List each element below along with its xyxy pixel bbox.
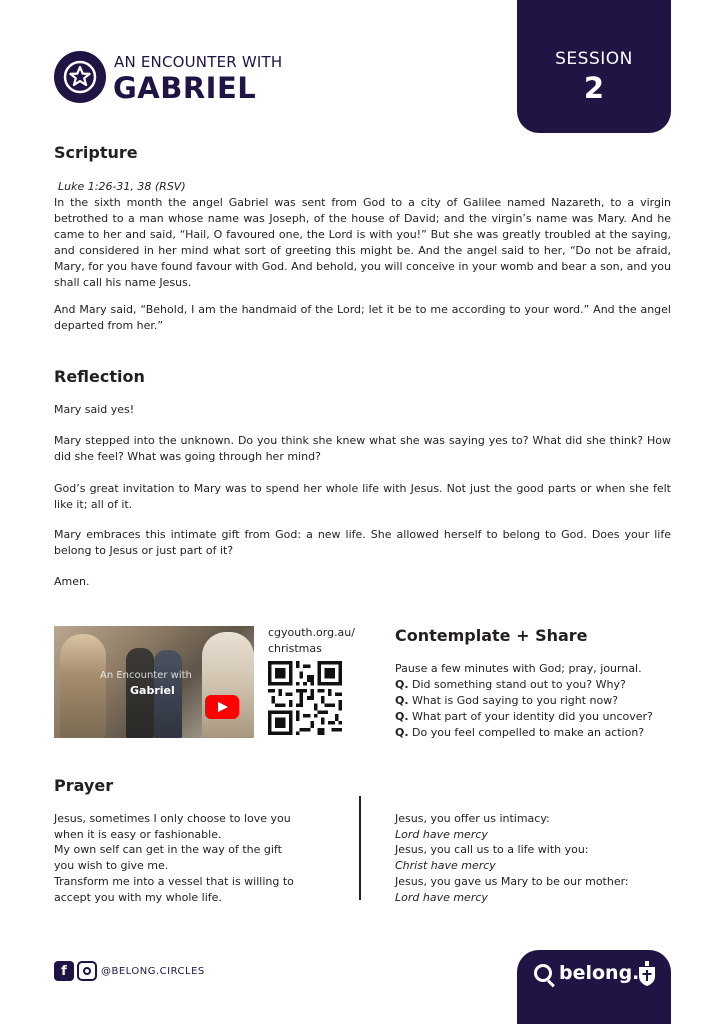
- prayer-line: you wish to give me.: [54, 859, 169, 873]
- contemplate-heading: Contemplate + Share: [395, 626, 588, 645]
- statue-figure: [60, 634, 106, 738]
- question-prefix: Q.: [395, 694, 409, 707]
- prayer-left-column: [54, 811, 294, 905]
- prayer-response: Christ have mercy: [395, 859, 496, 873]
- prayer-line: Jesus, sometimes I only choose to love you: [54, 812, 291, 825]
- prayer-line: when it is easy or fashionable.: [54, 827, 222, 841]
- video-overlay-name: Gabriel: [130, 684, 175, 697]
- question-prefix: Q.: [395, 710, 409, 723]
- qr-code-icon: [268, 661, 342, 735]
- brand-footer: [517, 950, 671, 1024]
- brand-name: belong.: [559, 962, 640, 984]
- crest-icon: [637, 961, 657, 987]
- prayer-line: Jesus, you offer us intimacy:: [395, 812, 550, 825]
- prayer-response: Lord have mercy: [395, 827, 488, 841]
- page-title: GABRIEL: [113, 71, 257, 105]
- contemplate-question: [395, 709, 653, 725]
- session-number: 2: [583, 71, 605, 105]
- scripture-text: [54, 179, 671, 291]
- star-logo: [54, 51, 106, 103]
- contemplate-question: [395, 693, 618, 709]
- prayer-heading: Prayer: [54, 776, 114, 795]
- video-overlay-title: An Encounter with: [100, 670, 192, 681]
- prayer-divider: [359, 796, 361, 900]
- prayer-line: My own self can get in the way of the gift: [54, 843, 282, 857]
- reflection-paragraph-5: Amen.: [54, 575, 90, 588]
- belong-logo-icon: [534, 964, 552, 982]
- reflection-paragraph-2: Mary stepped into the unknown. Do you think she knew what she was saying yes to? What did she think? How did she feel? What was going through her mind?: [54, 434, 671, 463]
- prayer-line: Jesus, you gave us Mary to be our mother:: [395, 874, 629, 888]
- facebook-glyph: f: [61, 963, 67, 979]
- session-badge: [517, 0, 671, 133]
- question-prefix: Q.: [395, 678, 409, 691]
- statue-figure: [202, 632, 254, 738]
- reflection-paragraph-1: Mary said yes!: [54, 403, 135, 416]
- scripture-reference: Luke 1:26-31, 38 (RSV): [58, 180, 186, 193]
- session-label: SESSION: [555, 49, 633, 69]
- link-url-line-2[interactable]: christmas: [268, 642, 322, 655]
- contemplate-intro: Pause a few minutes with God; pray, journal.: [395, 662, 642, 675]
- youtube-play-icon[interactable]: [205, 695, 239, 719]
- question-text: What is God saying to you right now?: [412, 694, 619, 707]
- scripture-paragraph-2: And Mary said, “Behold, I am the handmaid of the Lord; let it be to me according to your word.” And the angel departed from her.”: [54, 303, 671, 332]
- prayer-response: Lord have mercy: [395, 890, 488, 904]
- question-prefix: Q.: [395, 726, 409, 739]
- video-thumbnail[interactable]: [54, 626, 254, 738]
- contemplate-question: [395, 677, 626, 693]
- instagram-icon[interactable]: [77, 961, 97, 981]
- prayer-line: Transform me into a vessel that is willing to: [54, 874, 294, 888]
- page-subtitle: AN ENCOUNTER WITH: [114, 53, 283, 71]
- question-text: Do you feel compelled to make an action?: [412, 726, 645, 739]
- prayer-line: accept you with my whole life.: [54, 890, 222, 904]
- reflection-heading: Reflection: [54, 367, 145, 386]
- scripture-paragraph-1: In the sixth month the angel Gabriel was sent from God to a city of Galilee named Nazareth, to a virgin betrothed to a man whose name was Joseph, of the house of David; and the virgin’s name was Mary. And he came to her and said, “Hail, O favoured one, the Lord is with you!” But she was greatly troubled at the saying, and considered in her mind what sort of greeting this might be. And the angel said to her, “Do not be afraid, Mary, for you have found favour with God. And behold, you will conceive in your womb and bear a son, and you shall call his name Jesus.: [54, 196, 671, 289]
- social-links: [54, 961, 205, 981]
- contemplate-question: [395, 725, 644, 741]
- scripture-heading: Scripture: [54, 143, 138, 162]
- question-text: Did something stand out to you? Why?: [412, 678, 626, 691]
- reflection-paragraph-4: Mary embraces this intimate gift from God: a new life. She allowed herself to belong to God. Does your life belong to Jesus or just part of it?: [54, 528, 671, 557]
- prayer-line: Jesus, you call us to a life with you:: [395, 843, 589, 857]
- reflection-paragraph-3: God’s great invitation to Mary was to spend her whole life with Jesus. Not just the good parts or when she felt like it; all of it.: [54, 482, 671, 511]
- prayer-right-column: [395, 811, 629, 905]
- link-url-line-1[interactable]: cgyouth.org.au/: [268, 626, 355, 639]
- question-text: What part of your identity did you uncover?: [412, 710, 653, 723]
- social-handle[interactable]: @BELONG.CIRCLES: [101, 965, 205, 977]
- facebook-icon[interactable]: [54, 961, 74, 981]
- star-icon: [63, 60, 97, 94]
